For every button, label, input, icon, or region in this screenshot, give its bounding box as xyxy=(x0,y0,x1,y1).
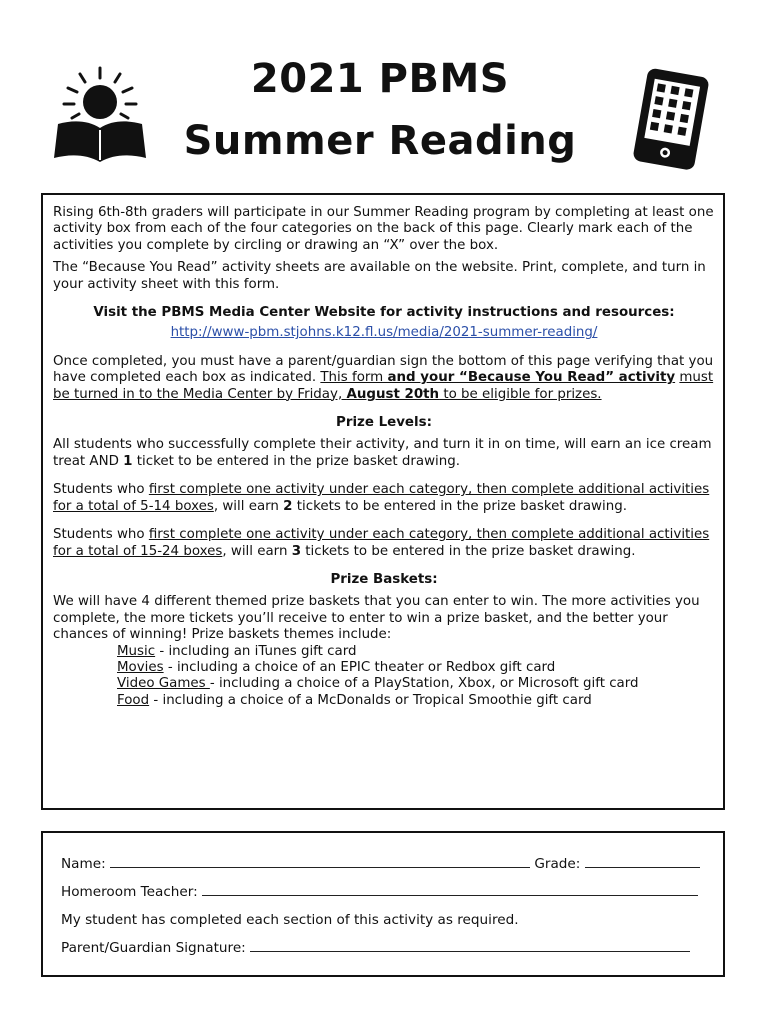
level2-requirement: first complete one activity under each category, then complete additional activities for a total of 5-14 boxes xyxy=(53,482,710,514)
completion-paragraph xyxy=(53,354,715,403)
prize-levels-heading: Prize Levels: xyxy=(336,415,432,431)
basket-item-movies xyxy=(53,660,715,676)
name-label: Name: xyxy=(61,856,111,872)
teacher-row xyxy=(61,883,705,901)
level3-text-c: tickets to be entered in the prize basket drawing. xyxy=(301,543,636,559)
level2-ticket-count: 2 xyxy=(283,498,293,514)
signature-box xyxy=(41,831,725,977)
sun-book-reader-icon xyxy=(50,62,150,166)
level3-ticket-count: 3 xyxy=(291,543,302,559)
page-title-line1: 2021 PBMS xyxy=(250,56,510,102)
completion-underline-3: to be eligible for prizes. xyxy=(439,386,602,402)
completion-underline-2: must be turned in to the Media Center by Friday, xyxy=(53,370,714,402)
intro-paragraph: Rising 6th-8th graders will participate in our Summer Reading program by completing at least one activity box from each of the four categories on the back of this page. Clearly mark each of the activities you complete by circling or drawing an “X” over the box. xyxy=(53,205,714,253)
teacher-label: Homeroom Teacher: xyxy=(61,884,203,900)
prize-level-1 xyxy=(53,437,715,470)
level2-text-b: , will earn xyxy=(213,498,284,514)
level1-text-b: ticket to be entered in the prize basket drawing. xyxy=(132,453,461,469)
completion-statement: My student has completed each section of this activity as required. xyxy=(61,912,519,928)
teacher-field[interactable] xyxy=(202,883,698,896)
level2-text-a: Students who xyxy=(53,482,149,498)
level3-text-b: , will earn xyxy=(222,543,292,559)
name-grade-row xyxy=(61,855,705,873)
level3-requirement: first complete one activity under each category, then complete additional activities for a total of 15-24 boxes xyxy=(53,527,710,559)
signature-field[interactable] xyxy=(250,939,690,952)
basket-desc: - including a choice of a PlayStation, Xbox, or Microsoft gift card xyxy=(209,676,639,692)
prize-level-2 xyxy=(53,482,715,515)
level2-text-c: tickets to be entered in the prize basket drawing. xyxy=(292,498,627,514)
basket-item-music xyxy=(53,644,715,660)
visit-heading: Visit the PBMS Media Center Website for activity instructions and resources: xyxy=(93,305,675,321)
baskets-intro: We will have 4 different themed prize baskets that you can enter to win. The more activities you complete, the more tickets you’ll receive to enter to win a prize basket, and the better your chances of winning! Prize baskets themes include: xyxy=(53,594,700,643)
level1-text-a: All students who successfully complete their activity, and turn it in on time, will earn an ice cream treat AND xyxy=(53,437,712,469)
page-title-line2: Summer Reading xyxy=(183,118,577,164)
level1-ticket-count: 1 xyxy=(123,453,133,469)
basket-name: Food xyxy=(117,692,150,708)
basket-desc: - including a choice of a McDonalds or Tropical Smoothie gift card xyxy=(149,692,592,708)
activity-sheets-paragraph: The “Because You Read” activity sheets are available on the website. Print, complete, and turn in your activity sheet with this form. xyxy=(53,260,706,292)
level3-text-a: Students who xyxy=(53,527,149,543)
due-date: August 20th xyxy=(346,386,440,402)
completion-underline-1: This form xyxy=(320,370,388,386)
website-link[interactable]: http://www-pbm.stjohns.k12.fl.us/media/2021-summer-reading/ xyxy=(170,325,598,341)
completion-underline-bold-1: and your “Because You Read” activity xyxy=(387,370,676,386)
basket-item-video-games xyxy=(53,676,715,692)
basket-name: Music xyxy=(117,643,156,659)
tablet-icon xyxy=(622,66,718,172)
basket-item-food xyxy=(53,693,715,709)
prize-baskets-heading: Prize Baskets: xyxy=(330,571,438,587)
signature-row xyxy=(61,939,705,957)
basket-name: Video Games xyxy=(117,676,210,692)
basket-desc: - including a choice of an EPIC theater or Redbox gift card xyxy=(163,659,556,675)
grade-field[interactable] xyxy=(585,855,700,868)
name-field[interactable] xyxy=(110,855,530,868)
signature-label: Parent/Guardian Signature: xyxy=(61,940,251,956)
grade-label: Grade: xyxy=(530,856,585,872)
completion-text: Once completed, you must have a parent/guardian sign the bottom of this page verifying that you have completed each box as indicated. xyxy=(53,353,714,386)
prize-level-3 xyxy=(53,527,715,560)
basket-name: Movies xyxy=(117,659,164,675)
info-box xyxy=(41,193,725,810)
basket-desc: - including an iTunes gift card xyxy=(155,643,357,659)
